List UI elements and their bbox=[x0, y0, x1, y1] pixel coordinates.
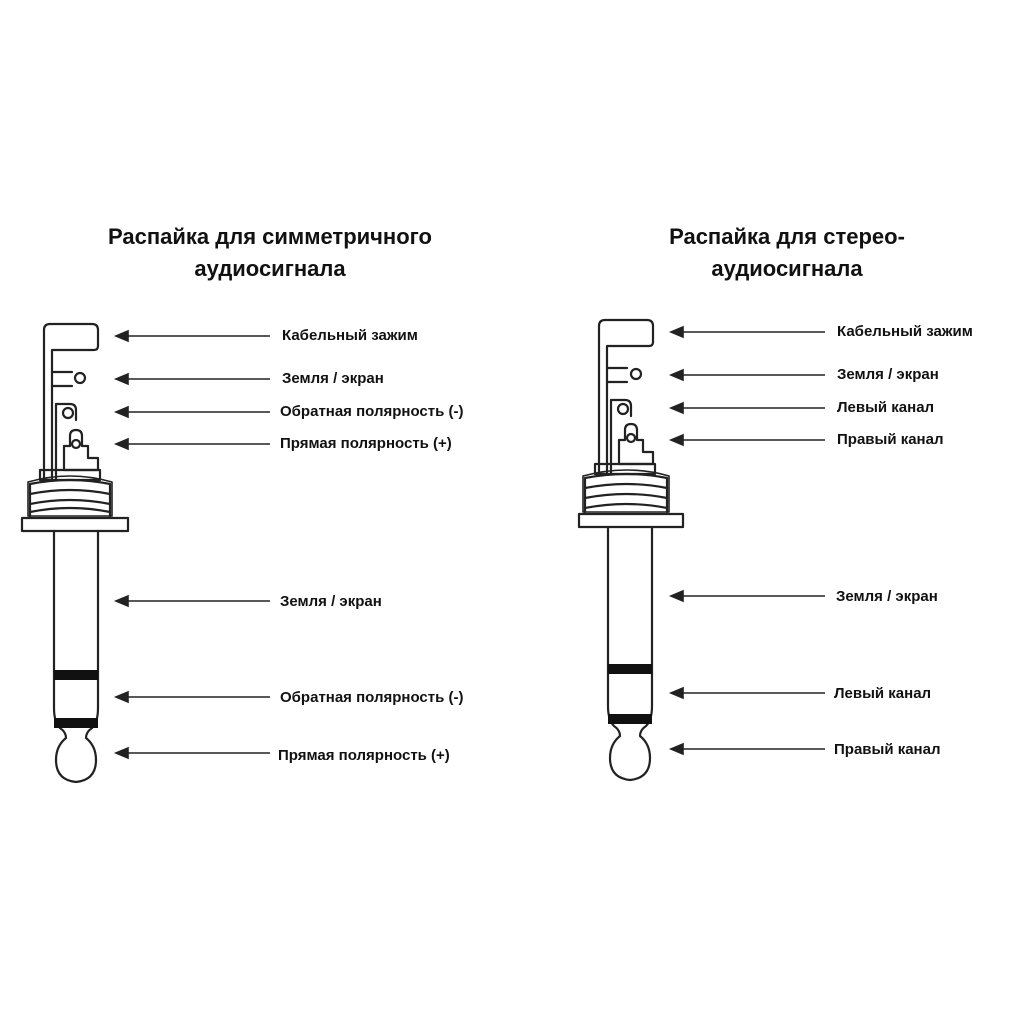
tip-lug-hole bbox=[627, 434, 635, 442]
stereo-diagram-panel bbox=[507, 0, 1014, 1014]
thread bbox=[30, 480, 110, 516]
title-line-1: Распайка для симметричного bbox=[108, 224, 432, 249]
label-cable-clamp: Кабельный зажим bbox=[282, 327, 418, 344]
lug-base bbox=[595, 464, 655, 474]
title-line-2: аудиосигнала bbox=[711, 256, 863, 281]
ring-insulator-1 bbox=[54, 670, 98, 680]
tip-lug bbox=[64, 430, 98, 470]
label-plug-tip: Прямая полярность (+) bbox=[278, 747, 450, 764]
title-line-2: аудиосигнала bbox=[194, 256, 346, 281]
label-connector-ground: Земля / экран bbox=[282, 370, 384, 387]
ring-insulator-1 bbox=[608, 664, 652, 674]
cable-clamp-lug bbox=[44, 324, 98, 480]
label-connector-tip: Правый канал bbox=[837, 431, 944, 448]
label-connector-tip: Прямая полярность (+) bbox=[280, 435, 452, 452]
label-connector-ring: Обратная полярность (-) bbox=[280, 403, 464, 420]
thread bbox=[585, 474, 667, 512]
flange bbox=[22, 518, 128, 531]
label-plug-sleeve: Земля / экран bbox=[280, 593, 382, 610]
label-plug-ring: Обратная полярность (-) bbox=[280, 689, 464, 706]
label-connector-ring: Левый канал bbox=[837, 399, 935, 416]
title-line-1: Распайка для стерео- bbox=[669, 224, 905, 249]
label-plug-sleeve: Земля / экран bbox=[836, 588, 938, 605]
ring-insulator-2 bbox=[608, 714, 652, 724]
ground-lug-hole bbox=[75, 373, 85, 383]
tip-lug-hole bbox=[72, 440, 80, 448]
ring-lug-hole bbox=[618, 404, 628, 414]
label-cable-clamp: Кабельный зажим bbox=[837, 323, 973, 340]
plug-sleeve bbox=[54, 531, 98, 782]
ground-lug-hole bbox=[631, 369, 641, 379]
trs-plug-illustration bbox=[507, 0, 1014, 1014]
tip-lug bbox=[619, 424, 653, 464]
lug-base bbox=[40, 470, 100, 480]
flange bbox=[579, 514, 683, 527]
label-connector-ground: Земля / экран bbox=[837, 366, 939, 383]
ring-lug-hole bbox=[63, 408, 73, 418]
ring-insulator-2 bbox=[54, 718, 98, 728]
label-plug-ring: Левый канал bbox=[834, 685, 932, 702]
label-plug-tip: Правый канал bbox=[834, 741, 941, 758]
ground-lug bbox=[607, 368, 627, 382]
ground-lug bbox=[52, 372, 72, 386]
plug-sleeve bbox=[608, 527, 652, 780]
